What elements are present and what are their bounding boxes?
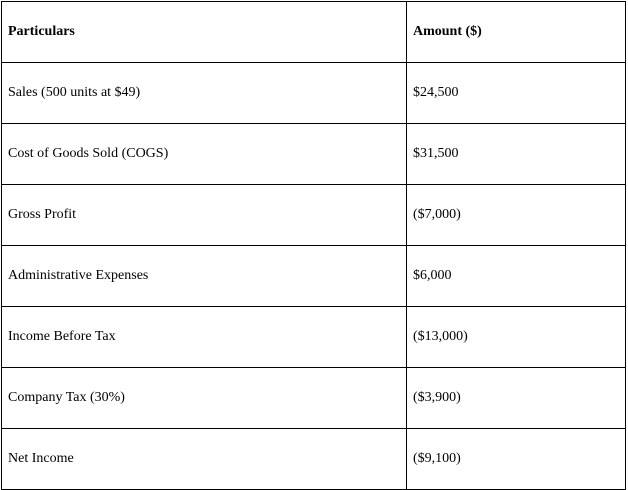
- amount-cell: ($3,900): [407, 368, 626, 429]
- particular-cell: Income Before Tax: [2, 307, 407, 368]
- income-statement-table: [1, 1, 626, 490]
- header-particulars: Particulars: [2, 2, 407, 63]
- amount-cell: $31,500: [407, 124, 626, 185]
- table-row: [2, 124, 626, 185]
- particular-cell: Administrative Expenses: [2, 246, 407, 307]
- particular-cell: Sales (500 units at $49): [2, 63, 407, 124]
- particular-cell: Cost of Goods Sold (COGS): [2, 124, 407, 185]
- amount-cell: ($13,000): [407, 307, 626, 368]
- particular-cell: Net Income: [2, 429, 407, 490]
- table-row: [2, 63, 626, 124]
- table-row: [2, 185, 626, 246]
- table-row: [2, 246, 626, 307]
- particular-cell: Company Tax (30%): [2, 368, 407, 429]
- amount-cell: $6,000: [407, 246, 626, 307]
- table-row: [2, 307, 626, 368]
- header-amount: Amount ($): [407, 2, 626, 63]
- table-header-row: [2, 2, 626, 63]
- particular-cell: Gross Profit: [2, 185, 407, 246]
- amount-cell: ($7,000): [407, 185, 626, 246]
- amount-cell: $24,500: [407, 63, 626, 124]
- amount-cell: ($9,100): [407, 429, 626, 490]
- table-row: [2, 368, 626, 429]
- table-row: [2, 429, 626, 490]
